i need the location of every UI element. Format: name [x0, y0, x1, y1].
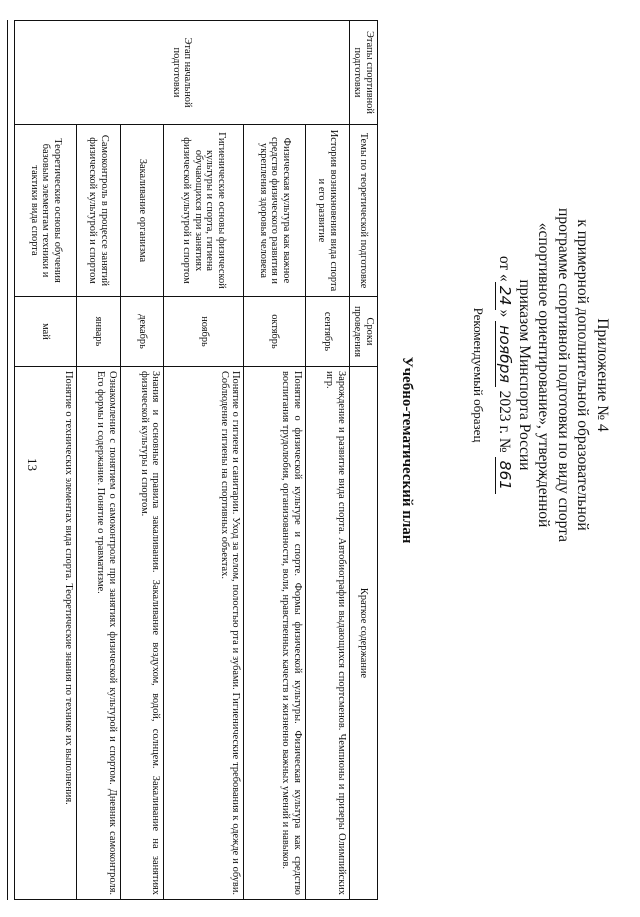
date-prefix: от « — [496, 255, 514, 282]
content-cell: Знания и основные правила закаливания. Закаливание воздухом, водой, солнцем. Закаливание на занятиях физической культуры и спортом. — [120, 367, 164, 900]
date-year: 2023 г. № — [496, 390, 514, 453]
table-header-row — [349, 21, 377, 900]
topic-cell: Закаливание организма — [120, 125, 164, 297]
header-topic: Темы по теоретической подготовке — [349, 125, 377, 297]
term-cell: сентябрь — [306, 297, 350, 367]
table-row — [120, 21, 164, 900]
content-cell: Ознакомление с понятием о самоконтроле при занятиях физической культурой и спортом. Дневник самоконтроля. Его формы и содержание. Понятие о травматизме. — [76, 367, 120, 900]
appendix-line: «спортивное ориентирование», утвержденной — [535, 222, 553, 528]
recommended-sample-label: Рекомендуемый образец — [471, 307, 486, 443]
content-cell: Зарождение и развитие вида спорта. Автобиографии выдающихся спортсменов. Чемпионы и призеры Олимпийских игр. — [306, 367, 350, 900]
date-month-handwritten: ноября — [496, 321, 515, 387]
term-cell: декабрь — [120, 297, 164, 367]
topic-cell: Теоретические основы обучения базовым элементам техники и тактики вида спорта — [15, 125, 77, 297]
page-edge-line — [7, 20, 8, 900]
header-term: Сроки проведения — [349, 297, 377, 367]
content-cell: Понятие о физической культуре и спорте. Формы физической культуры. Физическая культура как средство воспитания трудолюбия, организованности, воли, нравственных качеств и жизненно важных умений и навыков. — [244, 367, 306, 900]
topic-cell: Физическая культура как важное средство физического развития и укрепления здоровья человека — [244, 125, 306, 297]
content-cell: Понятие о гигиене и санитарии. Уход за телом, полостью рта и зубами. Гигиенические требования к одежде и обуви. Соблюдение гигиены на спортивных объектах. — [164, 367, 244, 900]
appendix-date-line — [495, 95, 515, 655]
stage-cell: Этап начальной подготовки — [15, 21, 350, 125]
table-row — [164, 21, 244, 900]
term-cell: май — [15, 297, 77, 367]
plan-heading: Учебно-тематический план — [399, 356, 415, 544]
table-row — [15, 21, 77, 900]
date-day-handwritten: 24 — [496, 282, 515, 310]
appendix-line: к примерной дополнительной образовательной — [574, 219, 592, 531]
page-number: 13 — [25, 458, 40, 471]
table-row — [244, 21, 306, 900]
term-cell: ноябрь — [164, 297, 244, 367]
header-content: Краткое содержание — [349, 367, 377, 900]
topic-cell: История возникновения вида спорта и его развитие — [306, 125, 350, 297]
appendix-line: Приложение № 4 — [594, 318, 611, 432]
appendix-header — [495, 95, 612, 655]
appendix-line: программе спортивной подготовки по виду спорта — [555, 208, 572, 542]
curriculum-table — [14, 20, 378, 900]
term-cell: январь — [76, 297, 120, 367]
order-number-handwritten: 861 — [496, 457, 515, 495]
term-cell: октябрь — [244, 297, 306, 367]
topic-cell: Гигиенические основы физической культуры и спорта, гигиена обучающихся при занятиях физической культурой и спортом — [164, 125, 244, 297]
header-stage: Этапы спортивной подготовки — [349, 21, 377, 125]
content-cell: Понятие о технических элементах вида спорта. Теоретические знания по технике их выполнения. — [15, 367, 77, 900]
appendix-line: приказом Минспорта России — [516, 279, 533, 471]
date-mid: » — [496, 309, 514, 318]
table-row — [76, 21, 120, 900]
table-row — [306, 21, 350, 900]
topic-cell: Самоконтроль в процессе занятий физической культурой и спортом — [76, 125, 120, 297]
